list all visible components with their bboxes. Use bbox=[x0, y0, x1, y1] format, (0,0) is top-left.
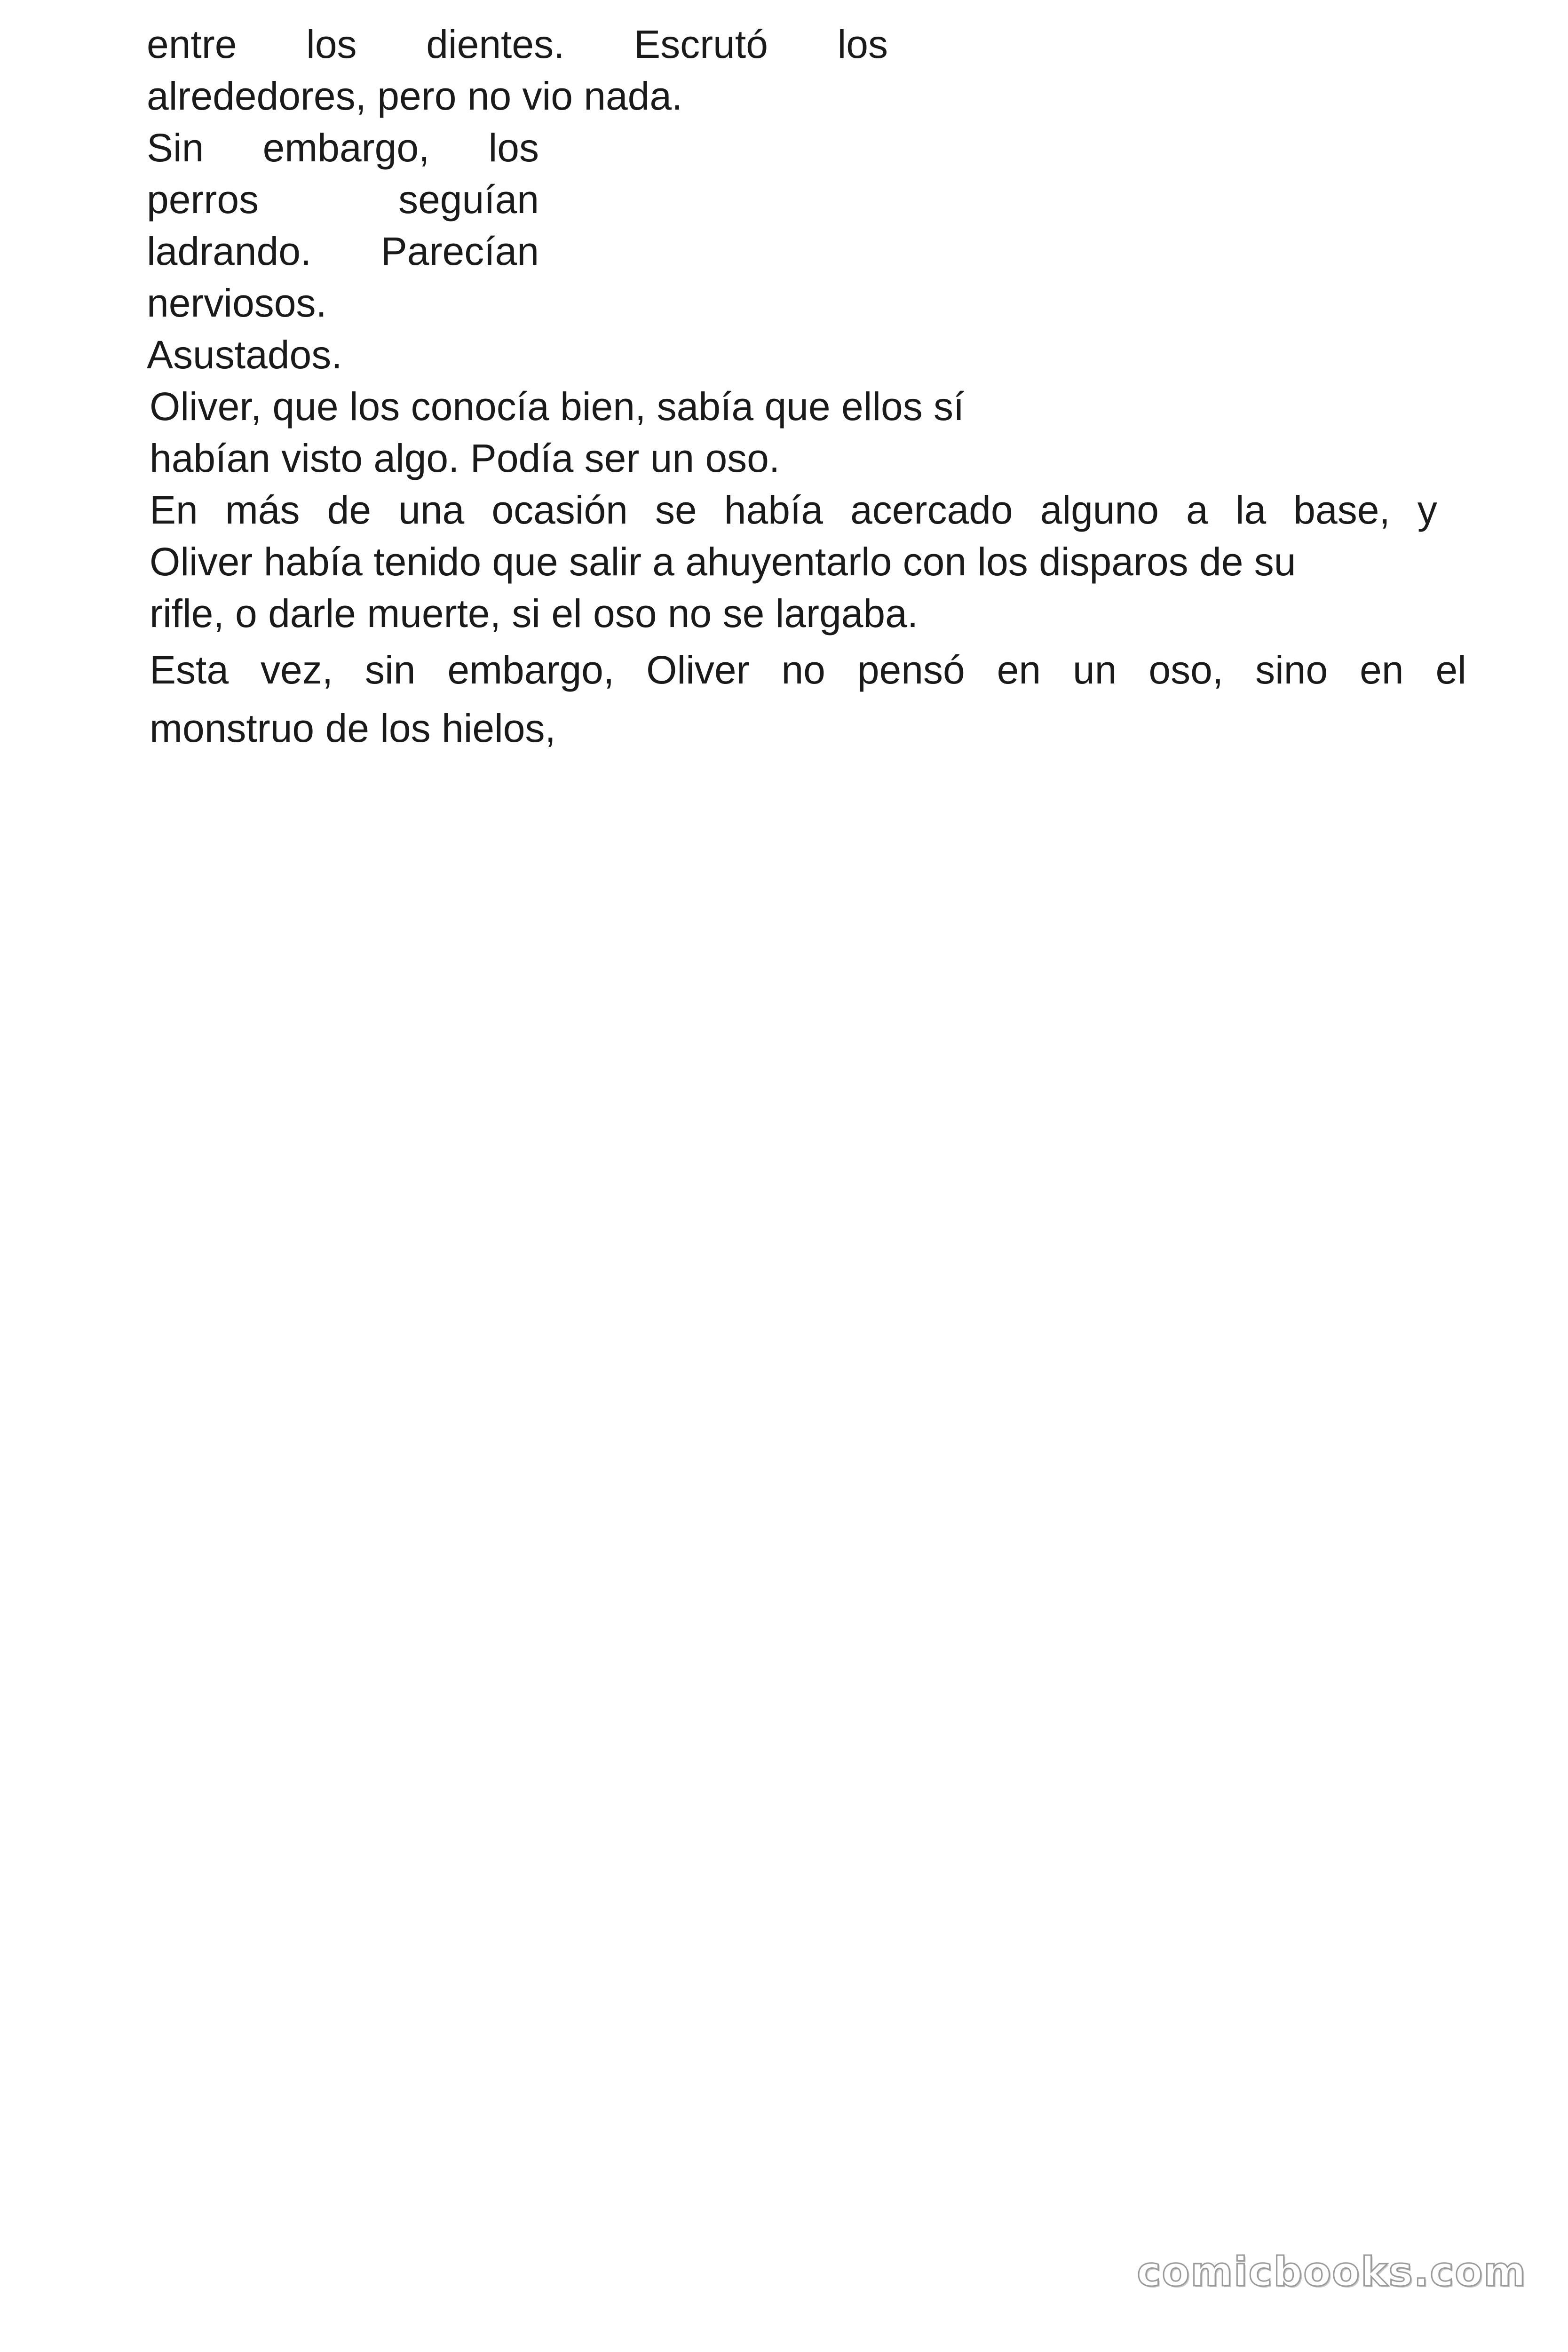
word: acercado bbox=[850, 488, 1013, 532]
word: la bbox=[1235, 488, 1267, 532]
word: más bbox=[225, 488, 300, 532]
text-line: monstruo de los hielos, bbox=[150, 706, 556, 750]
word: y bbox=[1417, 488, 1437, 532]
word: había bbox=[724, 488, 823, 532]
word: el bbox=[1435, 648, 1466, 692]
word: perros bbox=[147, 177, 259, 222]
word: se bbox=[655, 488, 697, 532]
word: Escrutó bbox=[634, 22, 768, 66]
word: embargo, bbox=[262, 126, 430, 170]
word: Oliver bbox=[646, 648, 750, 692]
word: una bbox=[398, 488, 465, 532]
word: a bbox=[1186, 488, 1208, 532]
text-line: Asustados. bbox=[147, 333, 342, 377]
word: En bbox=[150, 488, 198, 532]
text-line: habían visto algo. Podía ser un oso. bbox=[150, 436, 780, 480]
text-line bbox=[147, 126, 539, 170]
word: Parecían bbox=[380, 229, 539, 273]
word: dientes. bbox=[426, 22, 565, 66]
text-line bbox=[150, 490, 1437, 530]
watermark: comicbooks.com bbox=[1137, 2249, 1527, 2296]
word: los bbox=[488, 126, 539, 170]
word: de bbox=[327, 488, 372, 532]
word: embargo, bbox=[447, 648, 615, 692]
word: alguno bbox=[1040, 488, 1159, 532]
word: vez, bbox=[261, 648, 333, 692]
word: no bbox=[781, 648, 825, 692]
word: en bbox=[997, 648, 1041, 692]
text-line bbox=[147, 231, 539, 271]
text-line: Oliver, que los conocía bien, sabía que ellos sí bbox=[150, 384, 965, 429]
word: los bbox=[837, 22, 888, 66]
word: ocasión bbox=[491, 488, 628, 532]
text-line: Oliver había tenido que salir a ahuyentarlo con los disparos de su bbox=[150, 540, 1296, 584]
word: seguían bbox=[398, 177, 539, 222]
text-line: rifle, o darle muerte, si el oso no se largaba. bbox=[150, 591, 919, 636]
word: sin bbox=[365, 648, 416, 692]
word: sino bbox=[1255, 648, 1328, 692]
text-line bbox=[147, 177, 539, 222]
word: Esta bbox=[150, 648, 229, 692]
word: entre bbox=[147, 22, 237, 66]
word: base, bbox=[1293, 488, 1390, 532]
word: un bbox=[1073, 648, 1117, 692]
text-line bbox=[147, 24, 888, 64]
word: oso, bbox=[1148, 648, 1224, 692]
word: en bbox=[1360, 648, 1404, 692]
word: los bbox=[306, 22, 357, 66]
word: Sin bbox=[147, 126, 204, 170]
text-line: alrededores, pero no vio nada. bbox=[147, 74, 683, 118]
word: pensó bbox=[857, 648, 965, 692]
text-line: nerviosos. bbox=[147, 281, 327, 325]
word: ladrando. bbox=[147, 229, 312, 273]
text-line bbox=[150, 650, 1466, 690]
